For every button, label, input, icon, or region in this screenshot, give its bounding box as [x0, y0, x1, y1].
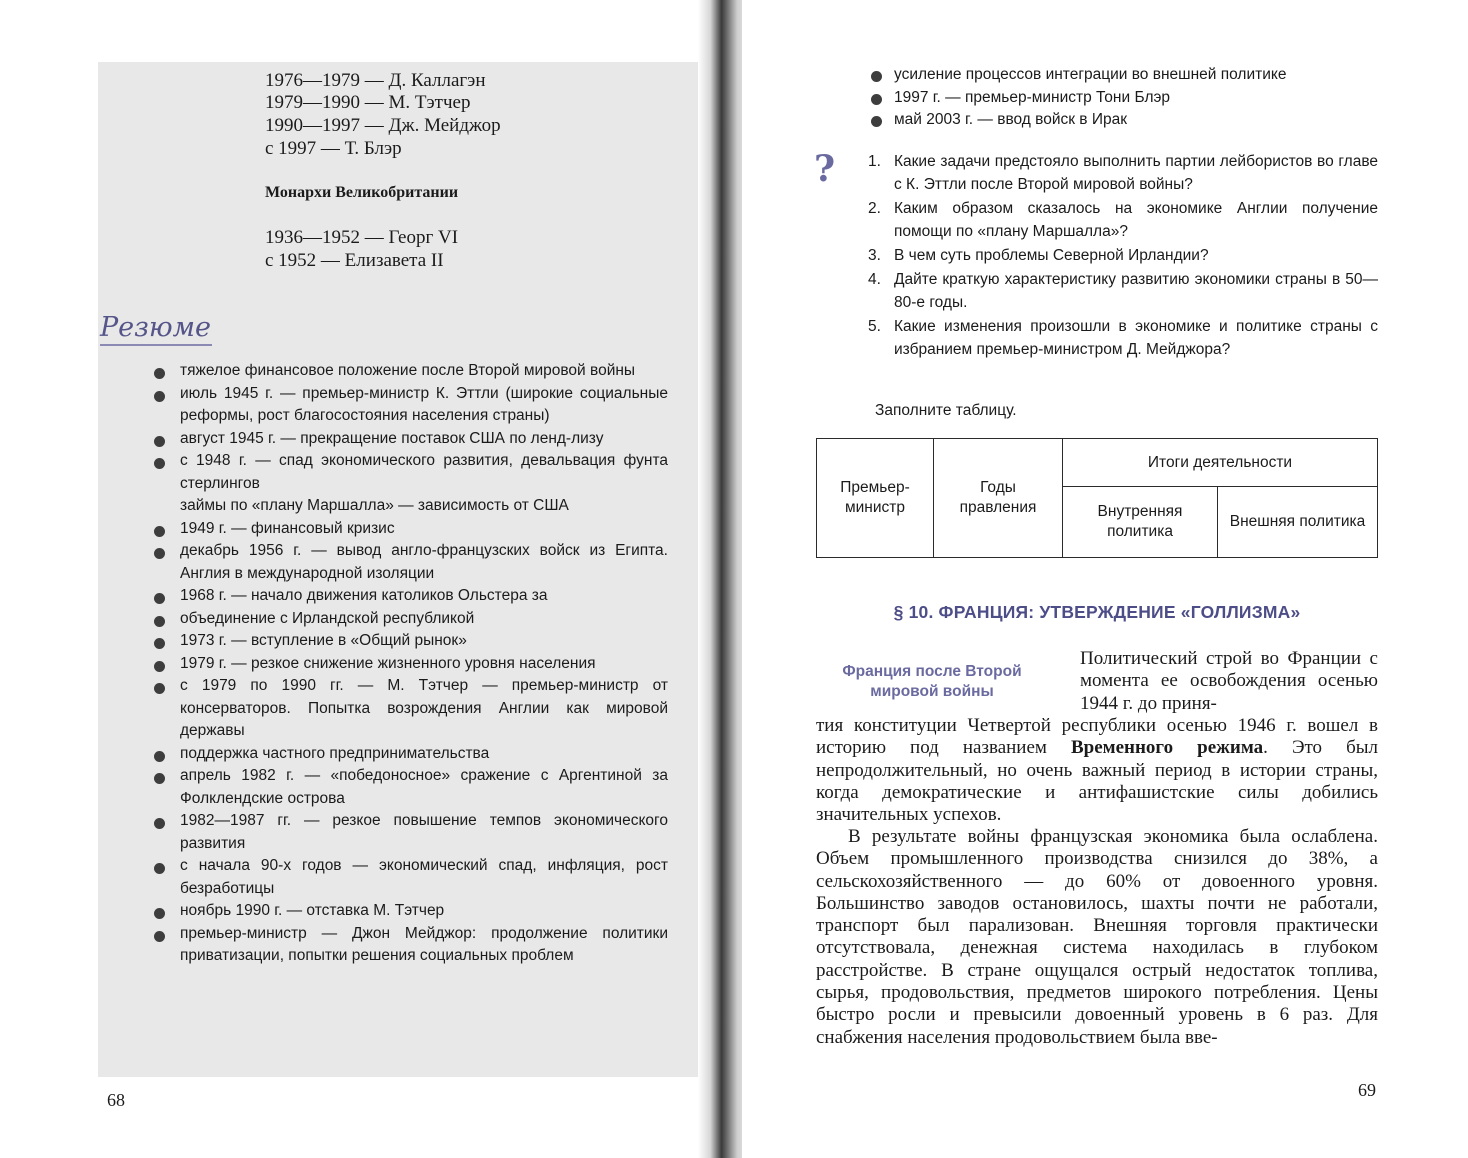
question-number: 3. — [868, 247, 881, 264]
summary-item — [150, 923, 668, 968]
question-number: 4. — [868, 271, 881, 288]
summary-item — [870, 87, 1390, 110]
summary-item — [150, 653, 668, 676]
summary-item-text: 1979 г. — резкое снижение жизненного уровня населения — [180, 654, 596, 672]
summary-item-text: 1997 г. — премьер-министр Тони Блэр — [894, 88, 1171, 106]
summary-item — [150, 675, 668, 743]
summary-item — [150, 765, 668, 810]
bullet-icon — [154, 548, 165, 559]
question-item — [868, 244, 1378, 267]
summary-item-text: декабрь 1956 г. — вывод англо-французских войск из Египта. Англия в международной изоляции — [180, 542, 668, 582]
question-item — [868, 268, 1378, 314]
question-text: Каким образом сказалось на экономике Англии получение помощи по «плану Маршалла»? — [894, 200, 1378, 240]
summary-item-text: поддержка частного предпринимательства — [180, 744, 490, 762]
summary-item — [150, 630, 668, 653]
summary-item — [150, 360, 668, 383]
summary-item-text: 1973 г. — вступление в «Общий рынок» — [180, 632, 467, 649]
table-header-internal: Внутренняя политика — [1063, 487, 1218, 558]
left-page — [0, 0, 712, 1158]
question-item — [868, 150, 1378, 196]
bullet-icon — [154, 908, 165, 919]
summary-item — [150, 518, 668, 541]
bullet-icon — [154, 616, 165, 627]
bullet-icon — [154, 436, 165, 447]
table-header-results: Итоги деятельности — [1063, 439, 1378, 487]
summary-item — [150, 900, 668, 923]
resume-underline — [100, 344, 212, 346]
summary-item — [150, 495, 668, 518]
bullet-icon — [154, 818, 165, 829]
summary-item-text: с 1979 по 1990 гг. — М. Тэтчер — премьер-министр от консерваторов. Попытка возрождения Англии как мировой державы — [180, 677, 668, 739]
summary-item-text: май 2003 г. — ввод войск в Ирак — [894, 111, 1128, 128]
prime-minister-line: 1976—1979 — Д. Каллагэн — [265, 70, 486, 91]
bullet-icon — [154, 391, 165, 402]
summary-item — [150, 428, 668, 451]
page-number-right: 69 — [1358, 1080, 1376, 1100]
summary-item-text: июль 1945 г. — премьер-министр К. Эттли (широкие социальные реформы, рост благосостояния населения страны) — [180, 384, 668, 424]
bullet-icon — [871, 71, 882, 82]
bullet-icon — [154, 751, 165, 762]
question-text: Какие изменения произошли в экономике и политике страны с избранием премьер-министром Д. Мейджора? — [894, 318, 1378, 358]
review-questions — [868, 150, 1378, 362]
summary-item-text: август 1945 г. — прекращение поставок США по ленд-лизу — [180, 429, 604, 447]
question-item — [868, 197, 1378, 243]
summary-item — [150, 743, 668, 766]
paragraph-1-text: . Это был непродолжительный, но очень важный период в истории страны, когда демократические и антифашистские силы добились значительных успехов. — [816, 737, 1379, 826]
fill-in-table — [816, 438, 1378, 558]
paragraph-1-text: тия конституции Четвертой республики осенью 1946 г. вошел в историю под названием — [816, 715, 1378, 759]
question-number: 5. — [868, 318, 881, 335]
summary-item-text: 1982—1987 гг. — резкое повышение темпов экономического развития — [180, 812, 668, 852]
summary-item — [150, 450, 668, 495]
prime-minister-line: с 1997 — Т. Блэр — [265, 138, 402, 159]
bold-term: Временного режима — [1070, 737, 1264, 759]
summary-item-text: с начала 90-х годов — экономический спад, инфляция, рост безработицы — [180, 857, 668, 897]
bullet-icon — [154, 526, 165, 537]
summary-item-text: тяжелое финансовое положение после Второй мировой войны — [180, 362, 636, 379]
question-text: Какие задачи предстояло выполнить партии лейбористов во главе с К. Эттли после Второй мировой войны? — [894, 153, 1378, 193]
resume-heading: Резюме — [100, 312, 212, 343]
right-page — [742, 0, 1468, 1158]
question-text: В чем суть проблемы Северной Ирландии? — [894, 247, 1209, 264]
monarchs-title: Монархи Великобритании — [265, 184, 459, 201]
summary-item-text: займы по «плану Маршалла» — зависимость от США — [180, 497, 569, 514]
summary-item-text: объединение с Ирландской республикой — [180, 609, 475, 627]
bullet-icon — [154, 931, 165, 942]
bullet-icon — [154, 773, 165, 784]
summary-item — [150, 585, 668, 608]
bullet-icon — [154, 863, 165, 874]
section-title: § 10. ФРАНЦИЯ: УТВЕРЖДЕНИЕ «ГОЛЛИЗМА» — [893, 602, 1301, 622]
summary-item-text: усиление процессов интеграции во внешней политике — [894, 66, 1287, 83]
summary-item — [870, 109, 1390, 132]
bullet-icon — [154, 683, 165, 694]
bullet-icon — [154, 593, 165, 604]
question-number: 2. — [868, 200, 881, 217]
bullet-icon — [871, 116, 882, 127]
summary-item — [150, 855, 668, 900]
summary-list — [150, 360, 668, 968]
question-item — [868, 315, 1378, 361]
summary-item-text: 1949 г. — финансовый кризис — [180, 519, 395, 537]
table-header-prime-minister: Премьер-министр — [817, 439, 934, 558]
bullet-icon — [154, 638, 165, 649]
bullet-icon — [154, 661, 165, 672]
bullet-icon — [154, 368, 165, 379]
summary-item-text: апрель 1982 г. — «победоносное» сражение с Аргентиной за Фолклендские острова — [180, 767, 668, 807]
summary-item-text: 1968 г. — начало движения католиков Ольстера за — [180, 587, 548, 604]
summary-item — [870, 64, 1390, 87]
summary-list-continued — [870, 64, 1390, 132]
question-number: 1. — [868, 153, 881, 170]
paragraph-2: В результате войны французская экономика была ослаблена. Объем промышленного производства снизился до 38%, а сельскохозяйственного — до 60% от довоенного уровня. Большинство заводов остановилось, шахты почти не работали, транспорт был парализован. Внешняя торговля практически отсутствовала, денежная система находилась в глубоком расстройстве. В стране ощущался острый недостаток топлива, сырья, продовольствия, предметов широкого потребления. Цены быстро росли и превысили довоенный уровень в 6 раз. Для снабжения населения продовольствием была вве- — [816, 826, 1378, 1048]
summary-item-text: ноябрь 1990 г. — отставка М. Тэтчер — [180, 902, 445, 919]
bullet-icon — [154, 458, 165, 469]
summary-item-text: премьер-министр — Джон Мейджор: продолжение политики приватизации, попытки решения социальных проблем — [180, 924, 668, 964]
prime-minister-line: 1979—1990 — М. Тэтчер — [265, 92, 471, 113]
summary-item — [150, 810, 668, 855]
monarch-line: с 1952 — Елизавета II — [265, 250, 444, 271]
prime-minister-line: 1990—1997 — Дж. Мейджор — [265, 115, 501, 136]
paragraph-1-start: Политический строй во Франции с момента ее освобождения осенью 1944 г. до приня- — [1080, 648, 1378, 714]
table-header-years: Годы правления — [934, 439, 1063, 558]
monarch-line: 1936—1952 — Георг VI — [265, 227, 459, 248]
table-header-external: Внешняя политика — [1218, 487, 1378, 558]
summary-item — [150, 383, 668, 428]
summary-item — [150, 540, 668, 585]
page-number-left: 68 — [107, 1090, 125, 1110]
summary-item — [150, 608, 668, 631]
paragraph-1-continued — [816, 715, 1378, 826]
table-instruction: Заполните таблицу. — [875, 402, 1017, 419]
summary-item-text: с 1948 г. — спад экономического развития, девальвация фунта стерлингов — [180, 452, 668, 492]
question-mark-icon: ? — [814, 148, 836, 190]
bullet-icon — [871, 94, 882, 105]
side-heading: Франция после Второй мировой войны — [842, 663, 1022, 700]
question-text: Дайте краткую характеристику развитию экономики страны в 50—80-е годы. — [894, 271, 1378, 311]
